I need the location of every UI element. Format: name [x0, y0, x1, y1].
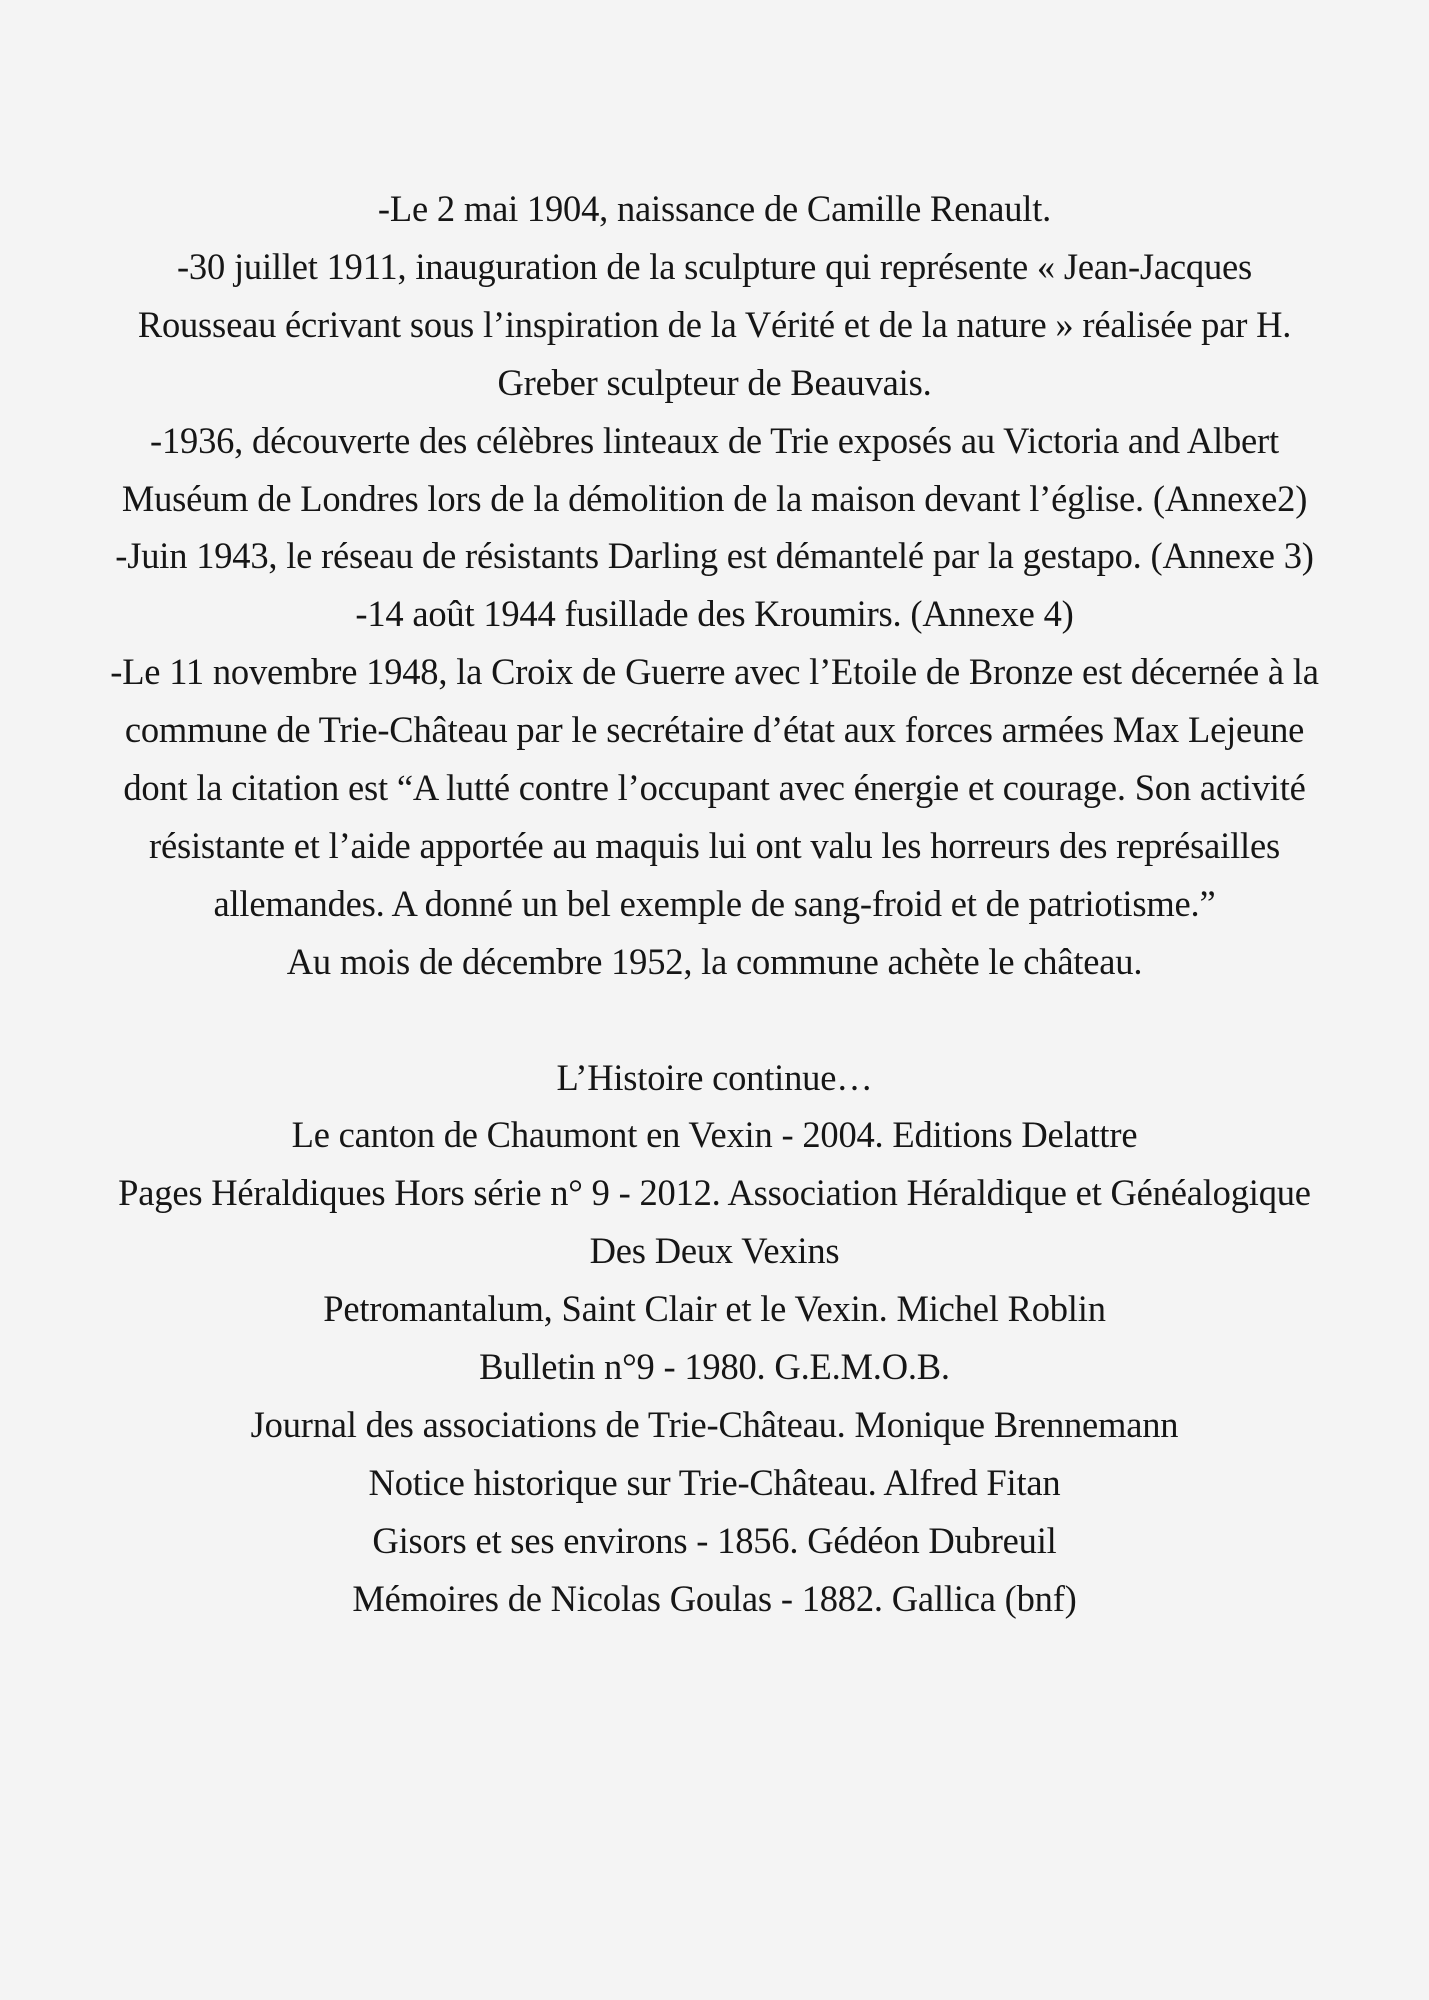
chronology-line: allemandes. A donné un bel exemple de sang-froid et de patriotisme.”	[213, 882, 1216, 924]
source-line: Mémoires de Nicolas Goulas - 1882. Gallica (bnf)	[352, 1577, 1077, 1619]
chronology-line: Muséum de Londres lors de la démolition de la maison devant l’église. (Annexe2)	[121, 477, 1308, 519]
sources-heading: L’Histoire continue…	[556, 1056, 873, 1098]
chronology-line: -14 août 1944 fusillade des Kroumirs. (Annexe 4)	[355, 593, 1074, 635]
source-line: Pages Héraldiques Hors série n° 9 - 2012. Association Héraldique et Généalogique	[118, 1172, 1311, 1214]
chronology-line: -30 juillet 1911, inauguration de la sculpture qui représente « Jean-Jacques	[176, 245, 1253, 287]
source-line: Gisors et ses environs - 1856. Gédéon Dubreuil	[372, 1519, 1057, 1561]
sources-section	[0, 1049, 1429, 1628]
section-spacer	[0, 991, 1429, 1049]
chronology-line: dont la citation est “A lutté contre l’occupant avec énergie et courage. Son activité	[123, 767, 1306, 809]
chronology-line: -1936, découverte des célèbres linteaux de Trie exposés au Victoria and Albert	[150, 419, 1279, 461]
source-line: Bulletin n°9 - 1980. G.E.M.O.B.	[479, 1346, 950, 1388]
source-line: Notice historique sur Trie-Château. Alfred Fitan	[368, 1461, 1061, 1503]
chronology-section	[0, 180, 1429, 991]
source-line: Des Deux Vexins	[589, 1230, 840, 1272]
source-line: Journal des associations de Trie-Château. Monique Brennemann	[250, 1404, 1179, 1446]
chronology-line: -Le 2 mai 1904, naissance de Camille Renault.	[377, 188, 1052, 229]
chronology-line: Au mois de décembre 1952, la commune achète le château.	[286, 940, 1143, 982]
chronology-line: résistante et l’aide apportée au maquis lui ont valu les horreurs des représailles	[149, 824, 1280, 866]
document-page	[0, 180, 1429, 1628]
chronology-line: Greber sculpteur de Beauvais.	[497, 361, 932, 403]
chronology-line: Rousseau écrivant sous l’inspiration de la Vérité et de la nature » réalisée par H.	[137, 303, 1292, 345]
chronology-line: commune de Trie-Château par le secrétaire d’état aux forces armées Max Lejeune	[124, 709, 1305, 751]
chronology-line: -Le 11 novembre 1948, la Croix de Guerre avec l’Etoile de Bronze est décernée à la	[110, 651, 1319, 693]
source-line: Le canton de Chaumont en Vexin - 2004. Editions Delattre	[291, 1114, 1138, 1156]
source-line: Petromantalum, Saint Clair et le Vexin. Michel Roblin	[323, 1288, 1106, 1330]
chronology-line: -Juin 1943, le réseau de résistants Darling est démantelé par la gestapo. (Annexe 3)	[115, 535, 1314, 577]
